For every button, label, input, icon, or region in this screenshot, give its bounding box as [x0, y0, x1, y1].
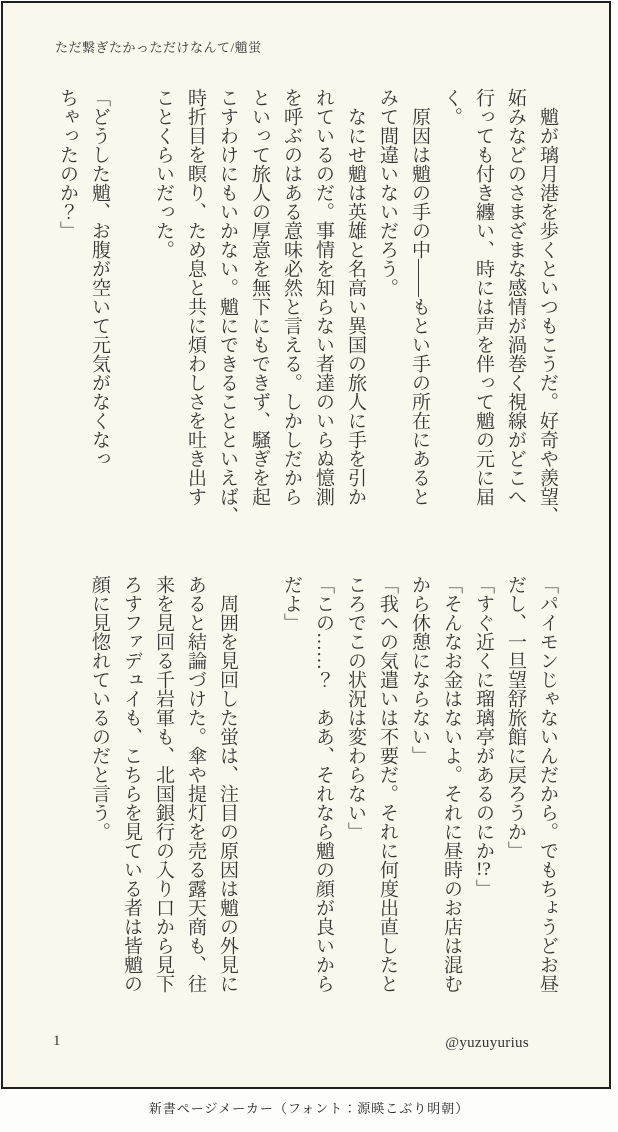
paragraph: [243, 575, 275, 1035]
paragraph: なにせ魈は英雄と名高い異国の旅人に手を引か れているのだ。事情を知らない者達のいらぬ憶測 を呼ぶのはある意味必然と言える。しかしだから といって旅人の厚意を無下にもできず、騒ぎを起 こすわけにもいかない。魈にできることといえば、 時折目を瞑り、ため息と共に煩わしさを吐き出す ことくらいだった。: [153, 88, 366, 525]
paragraph: 「どうした魈、お腹が空いて元気がなくなっ ちゃったのか？」: [57, 88, 110, 468]
text-block-bottom: [83, 575, 563, 1035]
paragraph: 「すぐ近くに瑠璃亭があるのにか!?」: [473, 575, 494, 898]
paragraph: 「我への気遣いは不要だ。それに何度出直したと ころでこの状況は変わらない」: [345, 575, 398, 993]
author-handle: @yuzuyurius: [445, 1035, 529, 1051]
paragraph: [115, 88, 147, 548]
generator-caption: 新書ページメーカー（フォント：源暎こぶり明朝）: [148, 1101, 470, 1116]
page-header-title: ただ繋ぎたかっただけなんて/魈蛍: [55, 40, 262, 55]
paragraph: 「この……？ ああ、それなら魈の顔が良いから だよ」: [281, 575, 334, 993]
text-block-top: [51, 88, 563, 548]
page-number: 1: [53, 1033, 61, 1049]
novel-page: [1, 1, 611, 1089]
paragraph: 「パイモンじゃないんだから。でもちょうどお昼 だし、一旦望舒旅館に戻ろうか」: [505, 575, 558, 993]
paragraph: 「そんなお金はないよ。それに昼時のお店は混む から休憩にならない」: [409, 575, 462, 993]
paragraph: 魈が璃月港を歩くといつもこうだ。好奇や羨望、 妬みなどのさまざまな感情が渦巻く視線がどこへ 行っても付き纏い、時には声を伴って魈の元に届 く。: [441, 88, 558, 525]
paragraph: 原因は魈の手の中――もとい手の所在にあると みて間違いないだろう。: [377, 88, 430, 506]
paragraph: 周囲を見回した蛍は、注目の原因は魈の外見に あると結論づけた。傘や提灯を売る露天商も、往 来を見回る千岩軍も、北国銀行の入り口から見下 ろすファデュイも、こちらを見ている者は皆魈の 顔に見惚れているのだと言う。: [89, 575, 238, 993]
